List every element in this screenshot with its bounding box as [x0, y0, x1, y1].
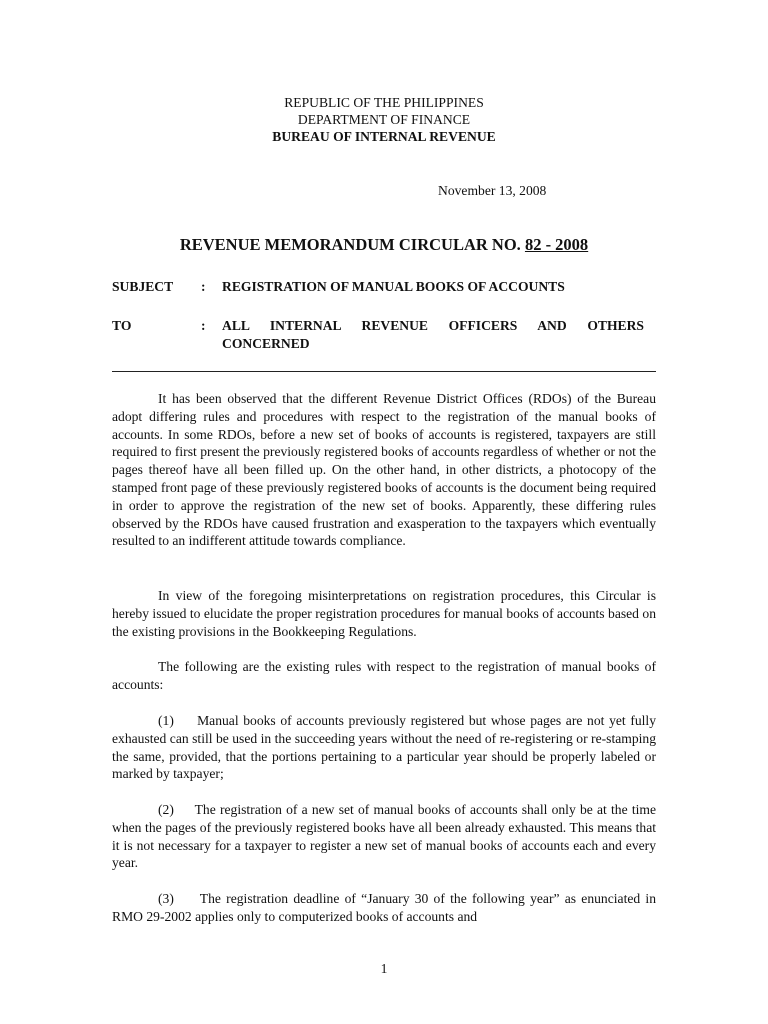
rule-item-3: (3) The registration deadline of “January 30 of the following year” as enunciated in RMO 29-2002 applies only to computerized books of accounts and [112, 891, 660, 924]
page-number: 1 [380, 961, 388, 976]
to-colon: : [201, 318, 206, 333]
rule-item-2: (2) The registration of a new set of manual books of accounts shall only be at the time when the pages of the previously registered books have all been already exhausted. This means that it is not necessary for a taxpayer to register a new set of manual books of accounts each and every year. [112, 802, 660, 871]
letterhead-bureau: BUREAU OF INTERNAL REVENUE [272, 129, 496, 144]
paragraph-rules-intro: The following are the existing rules with respect to the registration of manual books of accounts: [112, 659, 656, 692]
subject-colon: : [201, 279, 206, 294]
circular-title [0, 236, 768, 254]
to-value: ALL INTERNAL REVENUE OFFICERS AND OTHERS CONCERNED [222, 318, 644, 351]
to-label: TO [112, 318, 132, 333]
circular-number: 82 - 2008 [524, 235, 589, 254]
rule-item-1: (1) Manual books of accounts previously registered but whose pages are not yet fully exhausted can still be used in the succeeding years without the need of re-registering or re-stamping the same, provided, that the portions pertaining to a particular year should be properly labeled or marked by taxpayer; [112, 713, 660, 782]
letterhead-republic: REPUBLIC OF THE PHILIPPINES [284, 95, 484, 110]
subject-label: SUBJECT [112, 279, 174, 294]
letterhead [0, 94, 768, 145]
subject-value: REGISTRATION OF MANUAL BOOKS OF ACCOUNTS [222, 279, 565, 294]
paragraph-observation: It has been observed that the different Revenue District Offices (RDOs) of the Bureau adopt differing rules and procedures with respect to the registration of the manual books of accounts. In some RDOs, before a new set of books of accounts is registered, taxpayers are still required to first present the previously registered books of accounts regardless of whether or not the pages thereof have all been filled up. On the other hand, in other districts, a photocopy of the stamped front page of these previously registered books of accounts is the document being required in order to approve the registration of the new set of books. Apparently, these differing rules observed by the RDOs have caused frustration and exasperation to the taxpayers which eventually resulted to an indifferent attitude towards compliance. [112, 391, 656, 549]
letterhead-department: DEPARTMENT OF FINANCE [297, 112, 471, 127]
paragraph-purpose: In view of the foregoing misinterpretations on registration procedures, this Circular is hereby issued to elucidate the proper registration procedures for manual books of accounts based on the existing provisions in the Bookkeeping Regulations. [112, 588, 656, 639]
circular-title-prefix: REVENUE MEMORANDUM CIRCULAR NO. [179, 235, 521, 254]
document-date: November 13, 2008 [438, 183, 547, 198]
header-divider [112, 371, 656, 372]
